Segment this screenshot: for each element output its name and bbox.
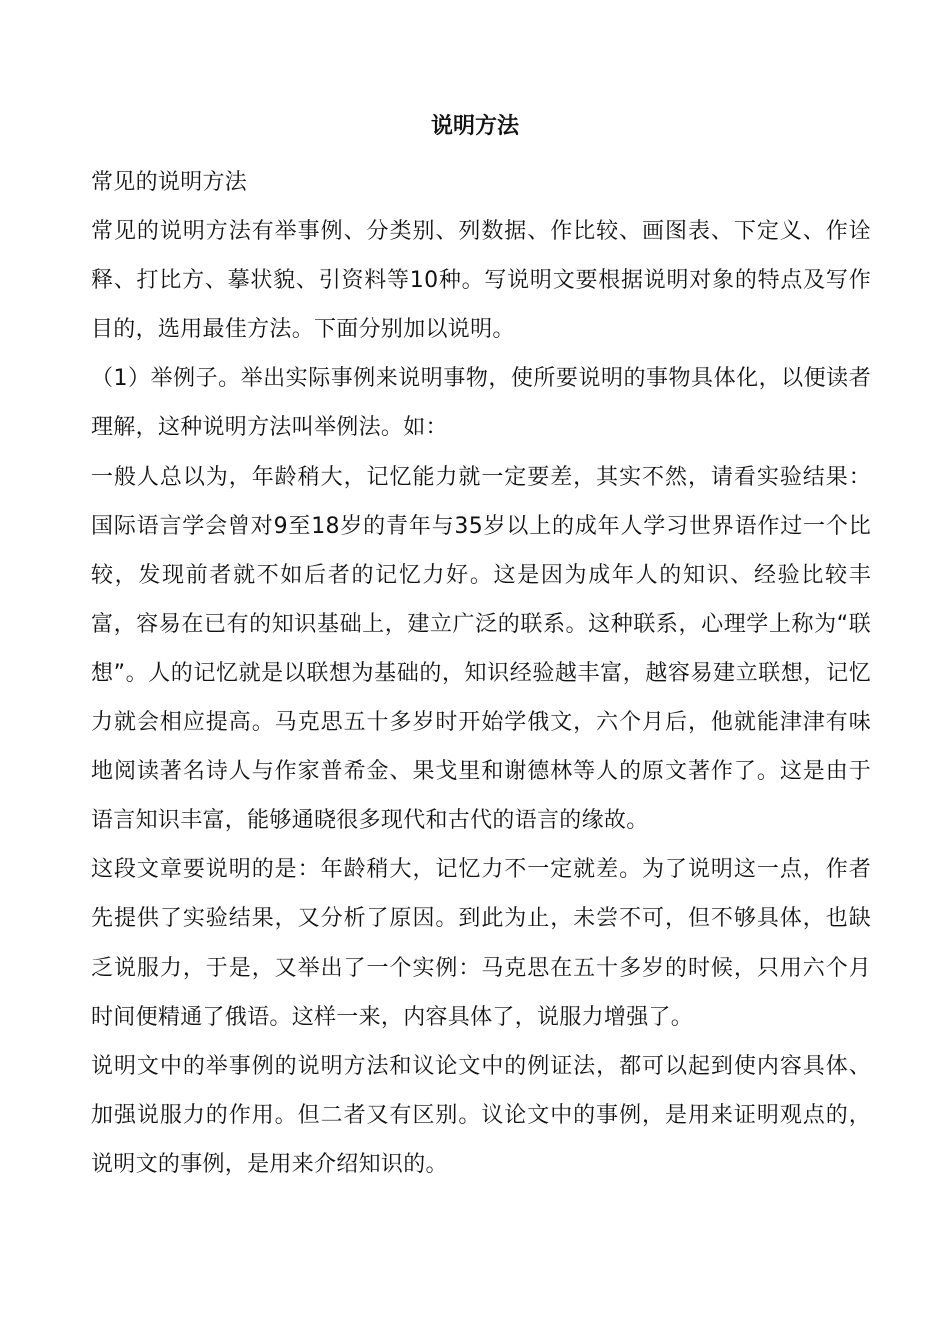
paragraph-example-text: 一般人总以为，年龄稍大，记忆能力就一定要差，其实不然，请看实验结果：国际语言学会曾对9至18岁的青年与35岁以上的成年人学习世界语作过一个比较，发现前者就不如后者的记忆力好。这是因为成年人的知识、经验比较丰富，容易在已有的知识基础上，建立广泛的联系。这种联系，心理学上称为“联想”。人的记忆就是以联想为基础的，知识经验越丰富，越容易建立联想，记忆力就会相应提高。马克思五十多岁时开始学俄文，六个月后，他就能津津有味地阅读著名诗人与作家普希金、果戈里和谢德林等人的原文著作了。这是由于语言知识丰富，能够通晓很多现代和古代的语言的缘故。 — [91, 464, 871, 834]
paragraph-intro: 常见的说明方法有举事例、分类别、列数据、作比较、画图表、下定义、作诠释、打比方、摹状貌、引资料等10种。写说明文要根据说明对象的特点及写作目的，选用最佳方法。下面分别加以说明。 — [91, 219, 871, 343]
paragraph-comparison: 说明文中的举事例的说明方法和议论文中的例证法，都可以起到使内容具体、加强说服力的作用。但二者又有区别。议论文中的事例，是用来证明观点的，说明文的事例，是用来介绍知识的。 — [91, 1053, 871, 1177]
paragraph-example-method: （1）举例子。举出实际事例来说明事物，使所要说明的事物具体化，以便读者理解，这种说明方法叫举例法。如： — [91, 366, 871, 441]
document-body — [91, 158, 871, 1189]
paragraph-analysis: 这段文章要说明的是：年龄稍大，记忆力不一定就差。为了说明这一点，作者先提供了实验结果，又分析了原因。到此为止，未尝不可，但不够具体，也缺乏说服力，于是，又举出了一个实例：马克思在五十多岁的时候，只用六个月时间便精通了俄语。这样一来，内容具体了，说服力增强了。 — [91, 857, 871, 1030]
section-subheading: 常见的说明方法 — [91, 170, 248, 195]
document-title: 说明方法 — [430, 114, 519, 139]
